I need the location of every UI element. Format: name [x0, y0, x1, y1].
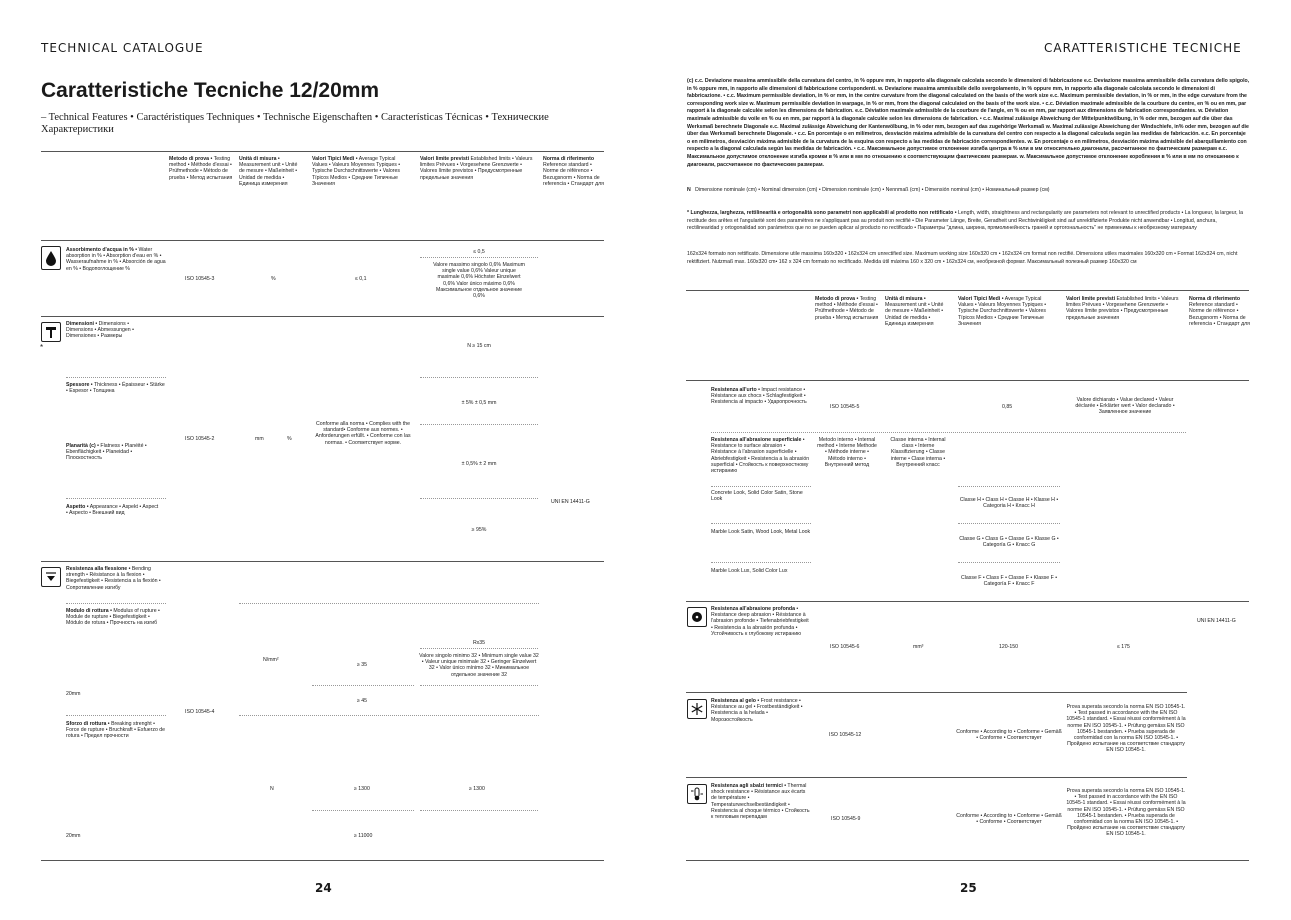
abrasion-icon — [687, 607, 707, 627]
shock-method: ISO 10545-9 — [831, 816, 861, 822]
impact-method: ISO 10545-5 — [830, 404, 860, 410]
note-curvature: (c) c.c. Deviazione massima ammissibile della curvatura del centro, in % oppure mm, in rapporto alla diagonale calcolata secondo le dimensioni di fabbricazione e.c. Deviazione massima ammissibile della curvatura dello spigolo, in % oppure mm, in rapporto alle dimensioni di fabbricazione corrispondenti. w. Deviazione massima ammissibile dello svergolamento, in % oppure mm, in rapporto alla diagonale calcolata secondo le dimensioni di fabbricazione. • c.c. Maximum permissible deviation, in % or mm, in the centre curvature from the diagonal calculated on the basis of the work size e.c. Maximum permissible deviation, in % or mm, in the edge curvature from the corresponding work size w. Maximum permissible deviation in warpage, in % or mm, from the diagonal calculated on the basis of the work size. • c.c. Déviation maximale admissible de la courbure du centre, en % ou en mm, par rapport à la diagonale calculée selon les dimensions de fabrication. e.c. Déviation maximale admissible de la courbure de l'angle, en % ou en mm, par rapport aux dimensions de fabrication correspondantes. w. Déviation maximale admissible du voile en % ou en mm, par rapport à la diagonale calculée selon les dimensions de fabrication. • c.c. Maximal zulässige Abweichung der Mittelpunktwölbung, in % oder mm, bezogen auf die über das Werksmaß berechnete Diagonale e.c. Maximal zulässige Abweichung der Kantenwölbung, in % oder mm, bezogen auf das zugehörige Werksmaß w. Maximal zulässige Abweichung der Windschiefe, in% oder mm, bezogen auf die über das Werksmaß berechnete Diagonale. • c.c. En porcentaje o en milímetros, desviación máxima admisible de la curvatura del centro con respecto a la diagonal calculada según las medidas de fabricación. e.c. En porcentaje o en milímetros, desviación máxima admisible de la curvatura de la esquina con respecto a las medidas de fabricación correspondientes. w. En porcentaje o en milímetros, desviación máxima admisible del abarquillamiento con respecto a la diagonal calculada según las medidas de fabricación. • c.c. Максимальное допустимое отклонение изгиба центра в % или в мм относительно диагонали, рассчитанное по фактическим размерам e.c. Максимальное допустимое отклонение изгиба кромки в % или в мм по отношению к соответствующим фактическим размерам. w. Максимальное допустимое отклонение коробления в % или в мм по отношению к диагонали, рассчитанное по фактическим размерам. — [687, 78, 1250, 168]
deep-avg: 120-150 — [999, 644, 1019, 650]
col-header-unit-right: Unità di misura • Measurement unit • Unité de mesure • Maßeinheit • Unidad de medida • Единица измерения — [885, 296, 944, 327]
col-header-avg-right: Valori Tipici Medi • Average Typical Values • Valeurs Moyennes Typiques • Typische Durchschnittswerte • Valores Típicos Medios • Средние Типичные Значения — [958, 296, 1047, 327]
lux-class: Classe F • Class F • Classe F • Klasse F • Categoría F • Класс F — [960, 575, 1058, 588]
col-header-norm-right: Norma di riferimento Reference standard • Norme de référence • Bezugsnorm • Norma de referencia • Стандарт для — [1189, 296, 1250, 327]
prop-surface-abrasion: Resistenza all'abrasione superficiale • Resistance to surface abrasion • Résistance à l'abrasion superficielle • Abriebfestigkeit • Resistencia a la abrasión superficial • Стойкость к поверхностному истиранию — [711, 437, 810, 475]
note-unrectified: * Lunghezza, larghezza, rettilinearità e ortogonalità sono parametri non applicabili al prodotto non rettificato • Length, width, straightness and rectangularity are parameters not relevant to unrectified products • La longueur, la largeur, la rectitude des arêtes et l'angularité sont des paramètres ne s'appliquant pas au produit non rectifié • Die Parameter Länge, Breite, Geradheit und Rechtwinkligkeit sind auf unrektifizierte Produkte nicht anwendbar • Longitud, anchura, rectilinearidad y ortogonalidad son parámetros que no se pueden aplicar al producto no rectificado • Параметры "длина, ширина, прямолинейность граней и ортогональность" не применимы к необрезному материалу — [687, 210, 1244, 232]
note-nominal: N Dimensione nominale (cm) • Nominal dimension (cm) • Dimension nominale (cm) • Nennmaß (cm) • Dimensión nominal (cm) • Номинальный размер (см) — [687, 187, 1050, 193]
bending-icon — [41, 567, 61, 587]
water-method: ISO 10545-3 — [185, 276, 215, 282]
thickness-limit: ± 5% ± 0,5 mm — [461, 400, 497, 406]
variant-marble: Marble Look Satin, Wood Look, Metal Look — [711, 529, 811, 535]
appearance-limit: ≥ 95% — [471, 527, 487, 533]
flatness-limit: ± 0,5% ± 2 mm — [461, 461, 497, 467]
caliper-icon — [41, 322, 61, 342]
prop-appearance: Aspetto • Appearance • Aspekt • Aspect • Aspecto • Внешний вид — [66, 504, 159, 517]
col-header-limits-right: Valori limite previsti Established limits • Valeurs limites Prévues • Vorgesehene Grenzwerte • Valores límite previstos • Предусмотренные предельные значения — [1066, 296, 1179, 321]
note-format: 162x324 formato non rettificato. Dimensione utile massima 160x320 • 162x324 cm unrectified size. Maximum working size 160x320 cm • 162x324 cm format non rectifié. Dimensions utiles maximales 160x320 cm • Format 162x324 cm, nicht rektifiziert. Nutzmaß max. 160x320 cm• 162 x 324 cm formato no rectificado. Medida útil máxima 160 x 320 cm • 162x324 см, необрезной формат. Максимальный полезный размер 160x320 см — [687, 251, 1238, 265]
dim-group-unit-mm: mm — [255, 436, 264, 442]
surface-method: Metodo interno • Internal method • Interne Methode • Méthode interne • Método interno • Внутренний метод — [817, 437, 877, 468]
col-header-method: Metodo di prova • Testing method • Méthode d'essai • Prüfmethode • Método de prueba • Метод испытания — [169, 156, 233, 181]
deep-limit: ≤ 175 — [1117, 644, 1130, 650]
shock-limit: Prova superata secondo la norma EN ISO 10545-1. • Test passed in accordance with the EN ISO 10545-1 standard. • Essai réussi conformément à la norme EN ISO 10545-1. • Prüfung gemäss EN ISO 10545-1 bestanden. • Prueba superada de conformidad con la norma EN ISO 10545-1. • Пройдено испытание на соответствие стандарту EN ISO 10545-1. — [1066, 788, 1186, 838]
water-unit: % — [271, 276, 276, 282]
col-header-limits: Valori limite previsti Established limits • Valeurs limites Prévues • Vorgesehene Grenzwerte • Valores límite previstos • Предусмотренные предельные значения — [420, 156, 533, 181]
prop-bending: Resistenza alla flessione • Bending strength • Résistance à la flexion • Biegefestigkeit • Resistencia a la flexión • Сопротивление изгибу — [66, 566, 161, 591]
prop-flatness: Planarità (c) • Flatness • Planéité • Ebenflächigkeit • Planeidad • Плоскостность — [66, 443, 147, 462]
mor-20-avg: ≥ 45 — [357, 698, 368, 704]
deep-unit: mm³ — [913, 644, 924, 650]
thermal-shock-icon — [687, 784, 707, 804]
row-rule — [41, 240, 604, 241]
variant-lux: Marble Look Lux, Solid Color Lux — [711, 568, 788, 574]
snowflake-icon — [687, 699, 707, 719]
col-header-avg: Valori Tipici Medi • Average Typical Values • Valeurs Moyennes Typiques • Typische Durchschnittswerte • Valores Típicos Medios • Средние Типичные Значения — [312, 156, 401, 187]
dim-group-unit-pct: % — [287, 436, 292, 442]
impact-avg: 0,85 — [1002, 404, 1013, 410]
page-number-left: 24 — [315, 881, 332, 895]
col-header-method-right: Metodo di prova • Testing method • Méthode d'essai • Prüfmethode • Método de prueba • Метод испытания — [815, 296, 879, 321]
col-header-norm: Norma di riferimento Reference standard • Norme de référence • Bezugsnorm • Norma de referencia • Стандарт для — [543, 156, 604, 187]
dim-group-avg: Conforme alla norma • Complies with the standard• Conforme aux normes. • Anforderungen erfüllt. • Conforme con las normas. • Соответствует норме. — [315, 421, 411, 446]
mor-class: Rx35 — [472, 640, 486, 646]
prop-thickness: Spessore • Thickness • Épaisseur • Stärke • Espesor • Толщина — [66, 382, 165, 395]
mor-20mm: 20mm — [66, 691, 81, 697]
break-20mm: 20mm — [66, 833, 81, 839]
shock-avg: Conforme • According to • Conforme • Gemäß • Conforme • Соответствует — [956, 813, 1062, 826]
table-top-rule — [41, 151, 604, 152]
concrete-class: Classe H • Class H • Classe H • Klasse H • Categoria H • Класс H — [959, 497, 1059, 510]
deep-norm: UNI EN 14411-G — [1197, 618, 1236, 624]
prop-water-absorption: Assorbimento d'acqua in % • Water absorption in % • Absorption d'eau en % • Wasseraufnahme in % • Absorción de agua en % • Водопоглощение % — [66, 247, 166, 272]
marble-class: Classe G • Class G • Classe G • Klasse G • Categoría G • Класс G — [959, 536, 1059, 549]
asterisk: * — [40, 343, 44, 352]
mor-avg: ≥ 35 — [357, 662, 368, 668]
prop-thermal-shock: Resistenza agli sbalzi termici • Thermal shock resistance • Résistance aux écarts de température • Temperaturwechselbeständigkeit • Resistencia al choque térmico • Стойкость к тепловым перепадам — [711, 783, 810, 821]
water-drop-icon — [41, 246, 61, 270]
col-header-unit: Unità di misura • Measurement unit • Unité de mesure • Maßeinheit • Unidad de medida • Единица измерения — [239, 156, 298, 187]
mor-unit: N/mm² — [263, 657, 279, 663]
frost-method: ISO 10545-12 — [829, 732, 862, 738]
bending-method: ISO 10545-4 — [185, 709, 215, 715]
appearance-norm: UNI EN 14411-G — [551, 499, 590, 505]
page-subtitle: – Technical Features • Caractéristiques Techniques • Technische Eigenschaften • Características Técnicas • Технические Характеристики — [41, 112, 549, 135]
page-title: Caratteristiche Tecniche 12/20mm — [41, 79, 380, 102]
mor-limit-detail: Valore singolo minimo 32 • Minimum single value 32 • Valeur unique minimale 32 • Geringer Einzelwert 32 • Valor único mínimo 32 • Минимальное отдельное значение 32 — [419, 653, 539, 678]
right-running-header: CARATTERISTICHE TECNICHE — [1044, 41, 1242, 55]
break-avg: ≥ 1300 — [354, 786, 370, 792]
break-unit: N — [270, 786, 274, 792]
prop-breaking-strength: Sforzo di rottura • Breaking strenght • Force de rupture • Bruchkraft • Esfuerzo de rotura • Предел прочности — [66, 721, 166, 740]
water-limit: ≤ 0,5 — [473, 249, 485, 255]
surface-unit: Classe interna • Internal class • Interne Klassifizierung • Classe interne • Clase interna • Внутренний класс — [890, 437, 946, 468]
break-20-avg: ≥ 11000 — [354, 833, 373, 839]
impact-limit: Valore dichiarato • Value declared • Valeur déclarée • Erklärter wert • Valor declarado • Заявленное значение — [1075, 397, 1175, 416]
deep-method: ISO 10545-6 — [830, 644, 860, 650]
prop-deep-abrasion: Resistenza all'abrasione profonda • Resistance deep abrasion • Résistance à l'abrasion profonde • Tiefenabriebfestigkeit • Resistencia a la abrasión profunda • Устойчивость к глубокому истиранию — [711, 606, 809, 637]
water-limit-detail: Valore massimo singolo 0,6% Maximum single value 0,6% Valeur unique maximale 0,6% Höchster Einzelwert 0,6% Valor único máximo 0,6% Максимальное отдельное значение 0,6% — [433, 262, 525, 300]
prop-modulus-rupture: Modulo di rottura • Modulus of rupture • Module de rupture • Biegefestigkeit • Módulo de rotura • Прочность на изгиб — [66, 608, 160, 627]
dim-group-method: ISO 10545-2 — [185, 436, 215, 442]
prop-frost: Resistenza al gelo • Frost resistance • Résistance au gel • Frostbeständigkeit • Resistencia a la helada • Морозостойкость — [711, 698, 803, 723]
dim-limit: N ≥ 15 cm — [467, 343, 491, 349]
variant-concrete: Concrete Look, Solid Color Satin, Stone Look — [711, 490, 803, 503]
prop-impact: Resistenza all'urto • Impact resistance • Résistance aux chocs • Schlagfestigkeit • Resistencia al impacto • Ударопрочность — [711, 387, 807, 406]
water-avg: ≤ 0,1 — [355, 276, 367, 282]
break-limit: ≥ 1300 — [469, 786, 485, 792]
prop-dimensions: Dimensioni • Dimensions • Dimensions • Abmessungen • Dimensiones • Размеры — [66, 321, 134, 340]
page-number-right: 25 — [960, 881, 977, 895]
frost-limit: Prova superata secondo la norma EN ISO 10545-1. • Test passed in accordance with the EN ISO 10545-1 standard. • Essai réussi conformément à la norme EN ISO 10545-1. • Prüfung gemäss EN ISO 10545-1 bestanden. • Prueba superada de conformidad con la norma EN ISO 10545-1. • Пройдено испытание на соответствие стандарту EN ISO 10545-1. — [1066, 704, 1186, 754]
left-running-header: TECHNICAL CATALOGUE — [41, 41, 204, 55]
frost-avg: Conforme • According to • Conforme • Gemäß • Conforme • Соответствует — [956, 729, 1062, 742]
